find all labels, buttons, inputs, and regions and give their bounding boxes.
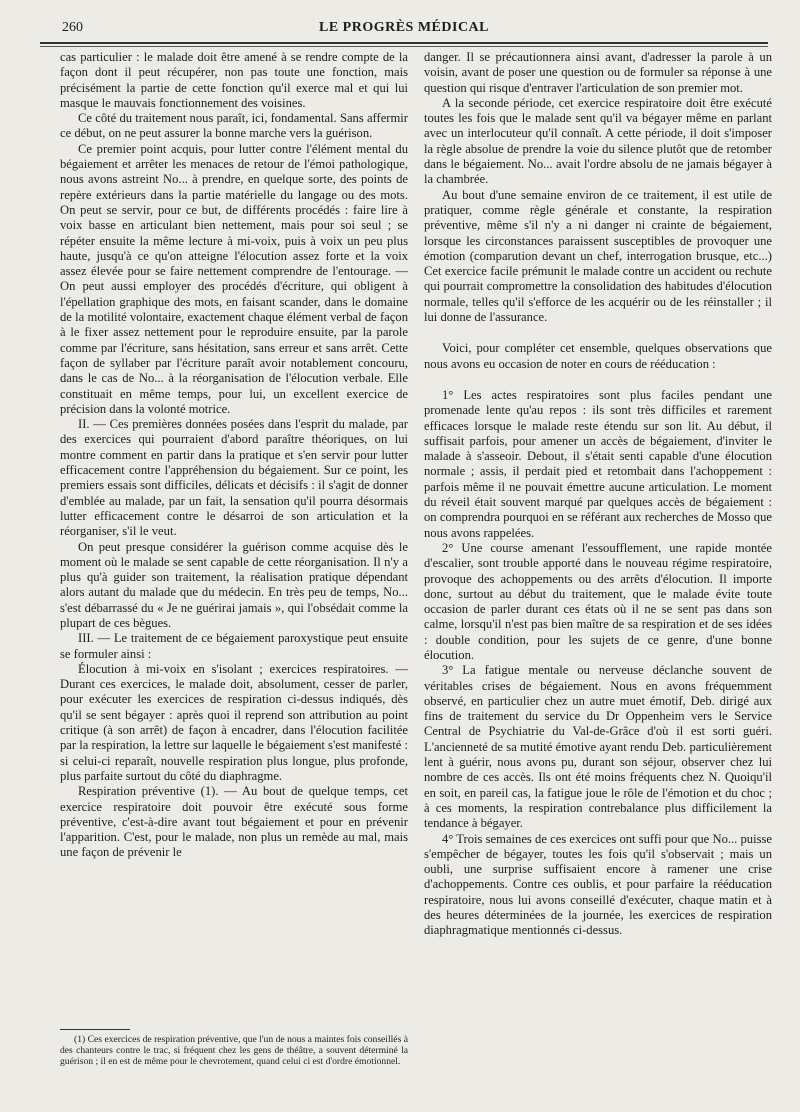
page-header [40, 18, 768, 40]
paragraph: A la seconde période, cet exercice respiratoire doit être exécuté toutes les fois que le malade sent qu'il va bégayer même en parlant avec un interlocuteur qu'il connaît. A cette période, il doit s'imposer la règle absolue de prendre la voie du silence plutôt que de retomber dans le bégaiement. No... avait l'ordre absolu de ne jamais bégayer à la chambrée. [424, 95, 772, 187]
paragraph: danger. Il se précautionnera ainsi avant, d'adresser la parole à un voisin, avant de poser une question ou de formuler sa réponse à une question qui risque d'entraver l'articulation de son premier mot. [424, 50, 772, 95]
paragraph: On peut presque considérer la guérison comme acquise dès le moment où le malade se sent capable de cette réorganisation. Il n'y a plus qu'à guider son traitement, la réalisation pratique dépendant alors autant du malade que du médecin. En très peu de temps, No... s'est débarrassé du « Je ne guérirai jamais », qui l'obsédait comme la plupart de ces bègues. [60, 539, 408, 630]
footnote: (1) Ces exercices de respiration préventive, que l'un de nous a maintes fois conseillés à des chanteurs contre le trac, si fréquent chez les gens de théâtre, a souvent déterminé la guérison ; il en est de même pour le chevrotement, quand celui ci est d'ordre émotionnel. [60, 1034, 408, 1067]
paragraph: Ce premier point acquis, pour lutter contre l'élément mental du bégaiement et arrêter les menaces de retour de l'émoi pathologique, nous avons astreint No... à prendre, en quelque sorte, des points de repère extérieurs dans la partie matérielle du langage ou des mots. On peut se servir, pour ce but, de différents procédés : faire lire à voix basse en articulant bien nettement, mais pour soi seul ; se répéter ensuite la même lecture à mi-voix, puis à voix un peu plus haute, jusqu'à ce qu'on atteigne l'élocution assez forte et la voix assez élevée pour se faire nettement comprendre de l'entourage. — On peut aussi employer des procédés d'écriture, qui obligent à l'épellation graphique des mots, en faisant scander, dans le domaine de la motilité volontaire, exactement chaque élément verbal de façon à le fixer assez nettement pour le reproduire ensuite, par la parole comme par l'écriture, sans hésitation, sans erreur et sans arrêt. Cette façon de syllaber par l'écriture paraît avoir notablement concouru, dans le cas de No... à la réorganisation de l'élocution verbale. Elle constituait en même temps, pour lui, un excellent exercice de précision dans la volonté motrice. [60, 141, 408, 416]
right-column [424, 50, 772, 939]
page-number: 260 [62, 20, 83, 35]
paragraph: III. — Le traitement de ce bégaiement paroxystique peut ensuite se formuler ainsi : [60, 631, 408, 661]
paragraph: Élocution à mi-voix en s'isolant ; exercices respiratoires. — Durant ces exercices, le malade doit, absolument, cesser de parler, pour exécuter les exercices de respiration ci-dessus indiqués, dès qu'il se sent bégayer : après quoi il reprend son attribution au point critique (à son arrêt) de façon à encadrer, dans l'élocution facilitée par la respiration, la lettre sur laquelle le bégaiement s'est manifesté : si celui-ci reparaît, nouvelle respiration plus longue, plus profonde, plus parfaite surtout du côté du diaphragme. [60, 661, 408, 783]
left-column [60, 50, 408, 861]
paragraph: II. — Ces premières données posées dans l'esprit du malade, par des exercices qui pourraient d'abord paraître théoriques, on lui montre comment en partir dans la pratique et s'en servir pour lutter efficacement contre l'appréhension du bégaiement. Sur ce point, les premiers essais sont difficiles, délicats et décisifs : il s'agit de donner d'emblée au malade, par un fait, la sensation qu'il pourra désormais lutter efficacement contre le désarroi de son articulation et la réorganiser, s'il le veut. [60, 417, 408, 539]
paragraph: Au bout d'une semaine environ de ce traitement, il est utile de pratiquer, comme règle générale et constante, la respiration préventive, même s'il n'y a ni danger ni crainte de bégaiement, lorsque les circonstances paraissent susceptibles de provoquer une émotion (comparution devant un chef, interrogation brusque, etc...) Cet exercice facile prémunit le malade contre un accident ou rechute qui pourrait compromettre la consolidation des habitudes d'élocution normale, telles qu'il s'efforce de les acquérir ou de les réinstaller ; il lui donne de l'assurance. [424, 187, 772, 325]
paragraph: cas particulier : le malade doit être amené à se rendre compte de la façon dont il peut récupérer, non pas toute une fonction, mais précisément la partie de cette fonction qu'il exerce mal et qui lui masque le mauvais fonctionnement des voisines. [60, 50, 408, 110]
paragraph: 3° La fatigue mentale ou nerveuse déclanche souvent de véritables crises de bégaiement. Nous en avons fréquemment observé, en particulier chez un autre muet émotif, Deb. dirigé aux fins de traitement du service du Dr Oppenheim vers le Service Central de Psychiatrie du Val-de-Grâce d'où il est sorti guéri. L'ancienneté de sa mutité émotive ayant rendu Deb. particulièrement lent à guérir, nous avons pu, durant son séjour, observer chez lui nombre de ces accès. Ils ont été moins fréquents chez N. Quoiqu'il en soit, en pareil cas, la fatigue joue le rôle de l'émotion et du choc ; à ces moments, la respiration contrebalance plus difficilement la tendance à bégayer. [424, 663, 772, 831]
footnote-rule [60, 1029, 130, 1030]
paragraph: 4° Trois semaines de ces exercices ont suffi pour que No... puisse s'empêcher de bégayer, toutes les fois qu'il s'observait ; mais un oubli, une surprise suffisaient encore à ramener une crise d'achoppements. Contre ces oublis, et pour parfaire la rééducation respiratoire, nous lui avons conseillé d'exécuter, chaque matin et à des heures déterminées de la journée, les exercices de respiration diaphragmatique mentionnés ci-dessus. [424, 831, 772, 938]
header-rule-thin [40, 46, 768, 47]
paragraph: Respiration préventive (1). — Au bout de quelque temps, cet exercice respiratoire doit pouvoir être exécuté sous forme préventive, c'est-à-dire avant tout bégaiement et pour en prévenir l'apparition. C'est, pour le malade, non plus un remède au mal, mais une façon de prévenir le [60, 784, 408, 860]
paragraph: 2° Une course amenant l'essoufflement, une rapide montée d'escalier, sont trouble apporté dans le nouveau régime respiratoire, provoque des achoppements ou des arrêts d'élocution. Il importe donc, surtout au début du traitement, que le malade évite toute occasion de parler durant ces états où il ne se sent pas dans son calme, lorsqu'il n'est pas bien maître de sa respiration et de ses idées : double condition, pour les sujets de ce genre, d'une bonne élocution. [424, 540, 772, 662]
paragraph: Ce côté du traitement nous paraît, ici, fondamental. Sans affermir ce début, on ne peut assurer la bonne marche vers la guérison. [60, 111, 408, 141]
paragraph: 1° Les actes respiratoires sont plus faciles pendant une promenade lente qu'au repos : ils sont très difficiles et rarement efficaces lorsque le malade reste étendu sur son lit. Au début, il suffisait parfois, pour amener un accès de bégaiement, d'inviter le malade à s'asseoir. Debout, il s'était senti capable d'une élocution normale ; assis, il perdait pied et retombait dans l'achoppement : parfois même il ne pouvait émettre aucune articulation. Le moment du réveil était souvent marqué par quelques accès de bégaiement : on comprendra pourquoi en se référant aux recherches de Mosso que nous avons rappelées. [424, 387, 772, 540]
paragraph: Voici, pour compléter cet ensemble, quelques observations que nous avons eu occasion de noter en cours de rééducation : [424, 341, 772, 371]
running-title: LE PROGRÈS MÉDICAL [318, 20, 490, 35]
header-rule [40, 42, 768, 44]
